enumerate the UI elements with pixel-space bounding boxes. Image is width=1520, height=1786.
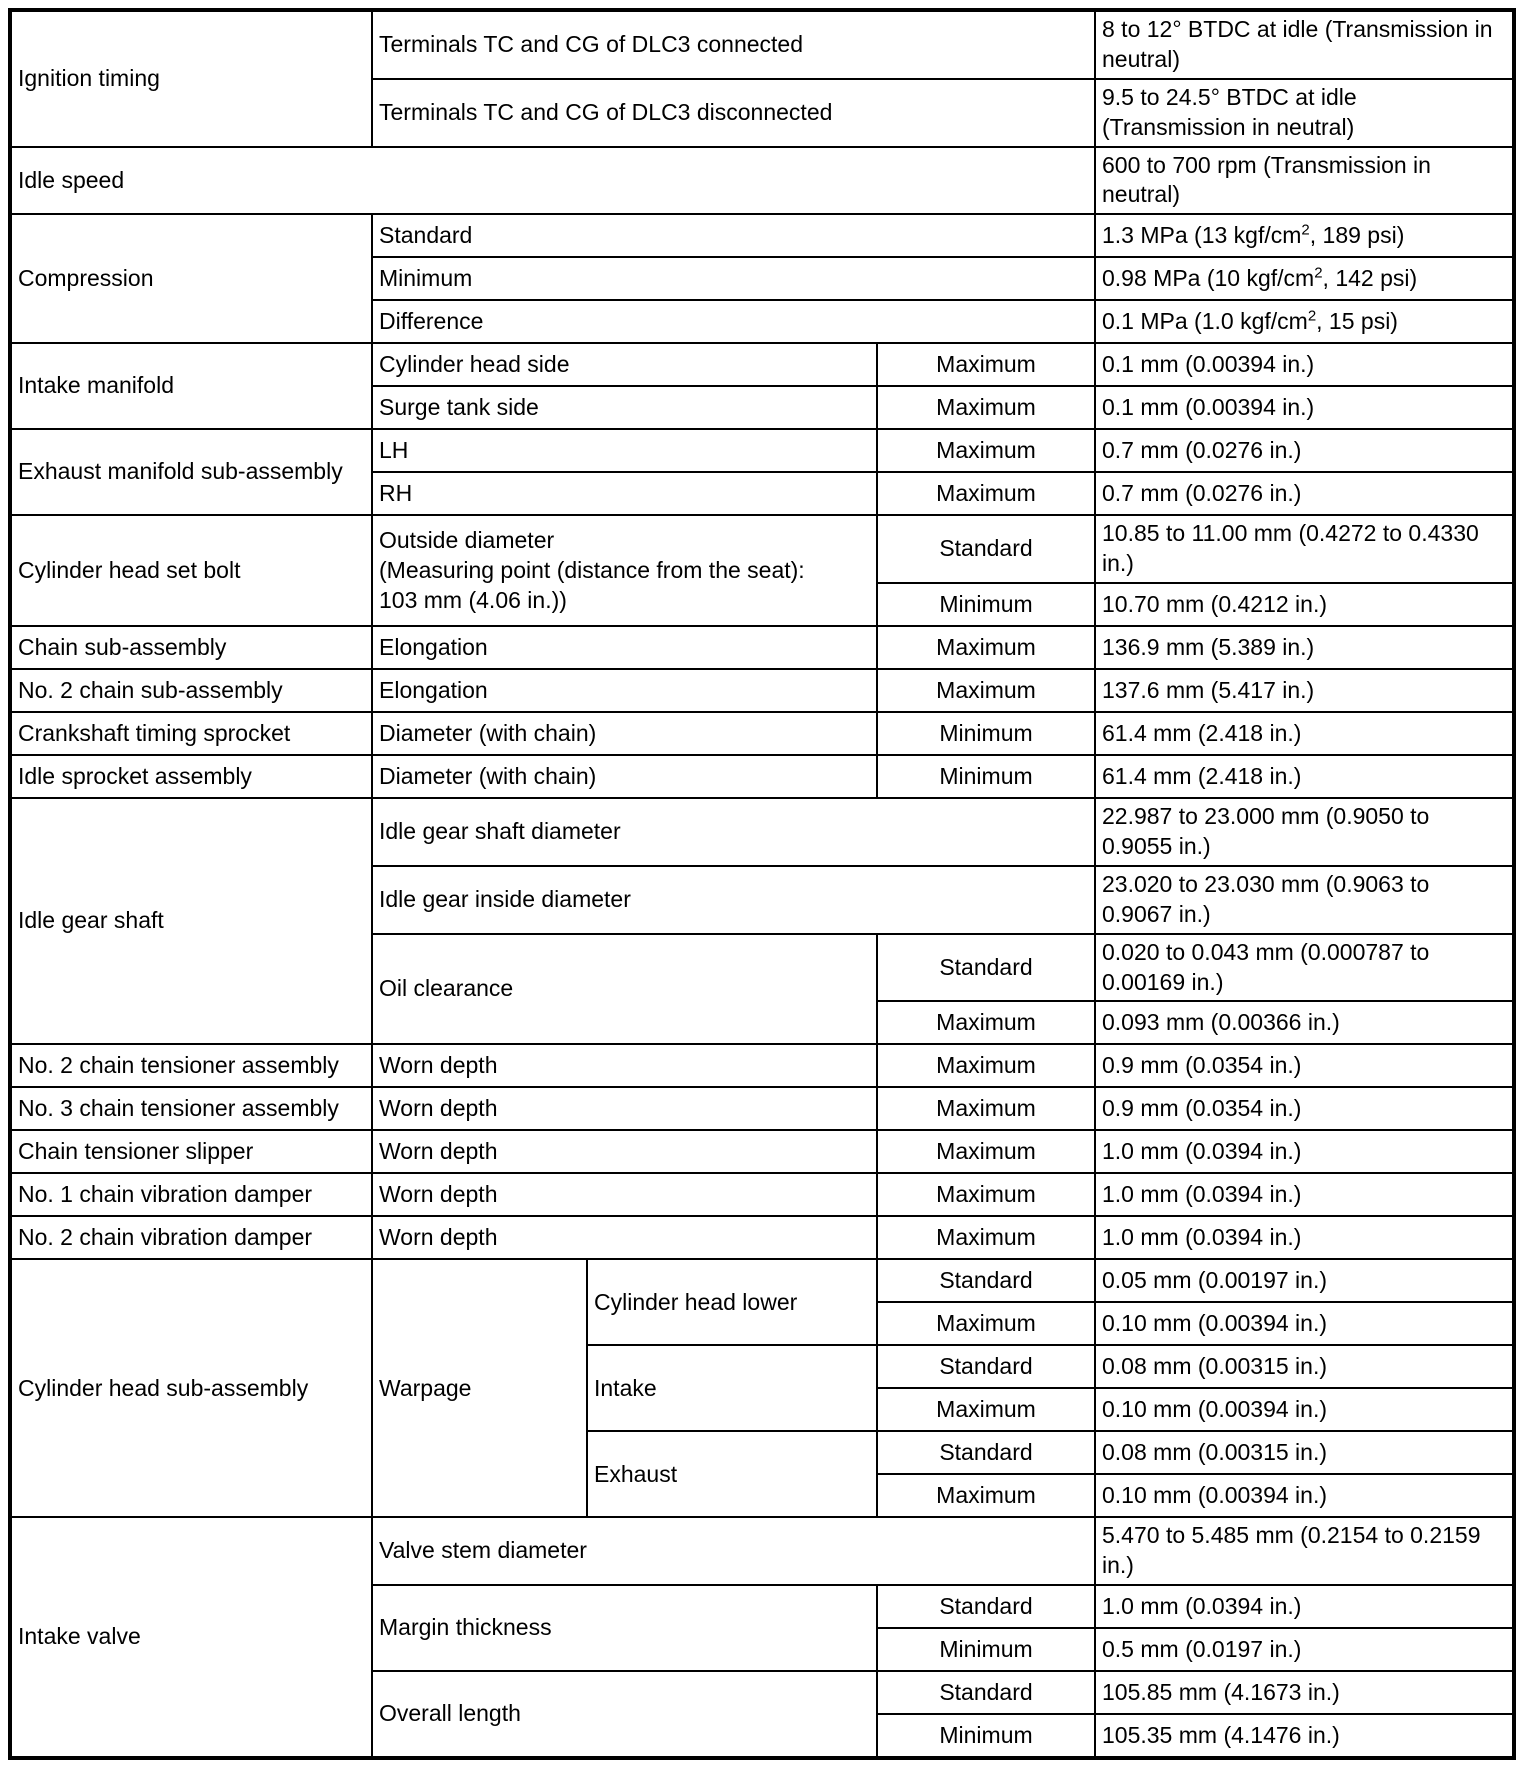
value-cell: 0.10 mm (0.00394 in.) [1095,1388,1514,1431]
limit-cell: Maximum [877,1302,1095,1345]
value-cell: 0.020 to 0.043 mm (0.000787 to 0.00169 in.) [1095,934,1514,1002]
value-cell: 61.4 mm (2.418 in.) [1095,712,1514,755]
table-row [10,343,1514,386]
limit-cell: Maximum [877,1173,1095,1216]
limit-cell: Maximum [877,1001,1095,1044]
item-cell: No. 3 chain tensioner assembly [10,1087,372,1130]
value-cell: 0.9 mm (0.0354 in.) [1095,1087,1514,1130]
value-cell: 105.35 mm (4.1476 in.) [1095,1714,1514,1758]
table-row [10,1087,1514,1130]
limit-cell: Minimum [877,755,1095,798]
limit-cell: Standard [877,1585,1095,1628]
limit-cell: Maximum [877,429,1095,472]
value-cell: 0.093 mm (0.00366 in.) [1095,1001,1514,1044]
table-row [10,1044,1514,1087]
value-cell: 0.1 mm (0.00394 in.) [1095,343,1514,386]
sub-item-cell: Worn depth [372,1044,877,1087]
item-cylinder-head-sub-assembly: Cylinder head sub-assembly [10,1259,372,1517]
item-intake-valve: Intake valve [10,1517,372,1758]
value-cell: 22.987 to 23.000 mm (0.9050 to 0.9055 in.) [1095,798,1514,866]
condition-dlc3-disconnected: Terminals TC and CG of DLC3 disconnected [372,79,1095,147]
value-cell: 1.0 mm (0.0394 in.) [1095,1173,1514,1216]
limit-cell: Maximum [877,472,1095,515]
item-cell: Chain sub-assembly [10,626,372,669]
table-row [10,1173,1514,1216]
value-cell: 10.70 mm (0.4212 in.) [1095,583,1514,626]
table-row [10,1216,1514,1259]
sub-item-cell: Surge tank side [372,386,877,429]
table-row [10,712,1514,755]
item-exhaust-manifold: Exhaust manifold sub-assembly [10,429,372,515]
sub-item-cell: Idle gear inside diameter [372,866,1095,934]
value-cell: 0.7 mm (0.0276 in.) [1095,472,1514,515]
limit-cell: Maximum [877,386,1095,429]
specifications-table [8,8,1516,1760]
sub-item-cell: Overall length [372,1671,877,1758]
sub-item-cell: Valve stem diameter [372,1517,1095,1585]
limit-cell: Standard [877,515,1095,583]
sub-item-cell: Worn depth [372,1130,877,1173]
sub-sub-item-cell: Exhaust [587,1431,877,1517]
table-row [10,1517,1514,1585]
sub-sub-item-cell: Cylinder head lower [587,1259,877,1345]
sub-item-cell: LH [372,429,877,472]
value-cell: 0.08 mm (0.00315 in.) [1095,1345,1514,1388]
table-row [10,147,1514,215]
value-cell: 5.470 to 5.485 mm (0.2154 to 0.2159 in.) [1095,1517,1514,1585]
value-cell: 1.0 mm (0.0394 in.) [1095,1216,1514,1259]
sub-item-cell: Margin thickness [372,1585,877,1671]
table-row [10,10,1514,79]
limit-cell: Minimum [877,583,1095,626]
table-row [10,1259,1514,1302]
limit-cell: Standard [877,1671,1095,1714]
table-row [10,515,1514,583]
value-cell: 0.9 mm (0.0354 in.) [1095,1044,1514,1087]
sub-item-cell: Elongation [372,626,877,669]
value-cell: 8 to 12° BTDC at idle (Transmission in neutral) [1095,10,1514,79]
limit-cell: Maximum [877,626,1095,669]
limit-cell: Standard [877,1345,1095,1388]
sub-item-cell: Worn depth [372,1173,877,1216]
item-ignition-timing: Ignition timing [10,10,372,147]
limit-cell: Minimum [877,712,1095,755]
item-cell: No. 2 chain vibration damper [10,1216,372,1259]
limit-cell: Standard [877,1259,1095,1302]
value-cell: 105.85 mm (4.1673 in.) [1095,1671,1514,1714]
item-cell: Chain tensioner slipper [10,1130,372,1173]
item-cell: Idle sprocket assembly [10,755,372,798]
table-row [10,798,1514,866]
limit-cell: Maximum [877,669,1095,712]
limit-cell: Minimum [877,1628,1095,1671]
value-cell: 0.7 mm (0.0276 in.) [1095,429,1514,472]
value-cell: 0.10 mm (0.00394 in.) [1095,1302,1514,1345]
sub-item-cell: Diameter (with chain) [372,712,877,755]
condition-dlc3-connected: Terminals TC and CG of DLC3 connected [372,10,1095,79]
limit-cell: Maximum [877,1216,1095,1259]
item-idle-gear-shaft: Idle gear shaft [10,798,372,1044]
item-cell: Crankshaft timing sprocket [10,712,372,755]
value-cell: 10.85 to 11.00 mm (0.4272 to 0.4330 in.) [1095,515,1514,583]
value-cell: 0.1 MPa (1.0 kgf/$cm^2$, 15 psi) [1095,300,1514,343]
sub-item-cell: Worn depth [372,1087,877,1130]
item-idle-speed: Idle speed [10,147,1095,215]
limit-cell: Maximum [877,1130,1095,1173]
value-cell: 1.0 mm (0.0394 in.) [1095,1130,1514,1173]
limit-cell: Standard [877,1431,1095,1474]
item-cell: No. 2 chain sub-assembly [10,669,372,712]
limit-cell: Maximum [877,343,1095,386]
sub-item-cell: Elongation [372,669,877,712]
value-cell: 0.10 mm (0.00394 in.) [1095,1474,1514,1517]
sub-item-cell: Cylinder head side [372,343,877,386]
sub-item-cell: Difference [372,300,1095,343]
limit-cell: Minimum [877,1714,1095,1758]
limit-cell: Standard [877,934,1095,1002]
value-cell: 600 to 700 rpm (Transmission in neutral) [1095,147,1514,215]
item-compression: Compression [10,214,372,343]
sub-item-cell: Worn depth [372,1216,877,1259]
sub-item-cell: Standard [372,214,1095,257]
value-cell: 0.1 mm (0.00394 in.) [1095,386,1514,429]
sub-item-oil-clearance: Oil clearance [372,934,877,1045]
spec-table-container [8,8,1516,1760]
sub-item-cell: Minimum [372,257,1095,300]
sub-sub-item-cell: Intake [587,1345,877,1431]
value-cell: 0.05 mm (0.00197 in.) [1095,1259,1514,1302]
value-cell: 0.98 MPa (10 kgf/$cm^2$, 142 psi) [1095,257,1514,300]
sub-item-cell: Diameter (with chain) [372,755,877,798]
value-cell: 1.0 mm (0.0394 in.) [1095,1585,1514,1628]
value-cell: 0.5 mm (0.0197 in.) [1095,1628,1514,1671]
item-cell: No. 1 chain vibration damper [10,1173,372,1216]
item-cell: No. 2 chain tensioner assembly [10,1044,372,1087]
table-row [10,669,1514,712]
value-cell: 9.5 to 24.5° BTDC at idle (Transmission in neutral) [1095,79,1514,147]
table-row [10,429,1514,472]
value-cell: 137.6 mm (5.417 in.) [1095,669,1514,712]
limit-cell: Maximum [877,1087,1095,1130]
item-intake-manifold: Intake manifold [10,343,372,429]
sub-item-cell: RH [372,472,877,515]
table-row [10,214,1514,257]
value-cell: 61.4 mm (2.418 in.) [1095,755,1514,798]
limit-cell: Maximum [877,1388,1095,1431]
table-row [10,626,1514,669]
item-cylinder-head-set-bolt: Cylinder head set bolt [10,515,372,626]
limit-cell: Maximum [877,1044,1095,1087]
table-row [10,755,1514,798]
value-cell: 23.020 to 23.030 mm (0.9063 to 0.9067 in.) [1095,866,1514,934]
value-cell: 1.3 MPa (13 kgf/$cm^2$, 189 psi) [1095,214,1514,257]
limit-cell: Maximum [877,1474,1095,1517]
table-row [10,1130,1514,1173]
value-cell: 136.9 mm (5.389 in.) [1095,626,1514,669]
sub-item-outside-diameter: Outside diameter (Measuring point (distance from the seat): 103 mm (4.06 in.)) [372,515,877,626]
sub-item-warpage: Warpage [372,1259,587,1517]
sub-item-cell: Idle gear shaft diameter [372,798,1095,866]
value-cell: 0.08 mm (0.00315 in.) [1095,1431,1514,1474]
